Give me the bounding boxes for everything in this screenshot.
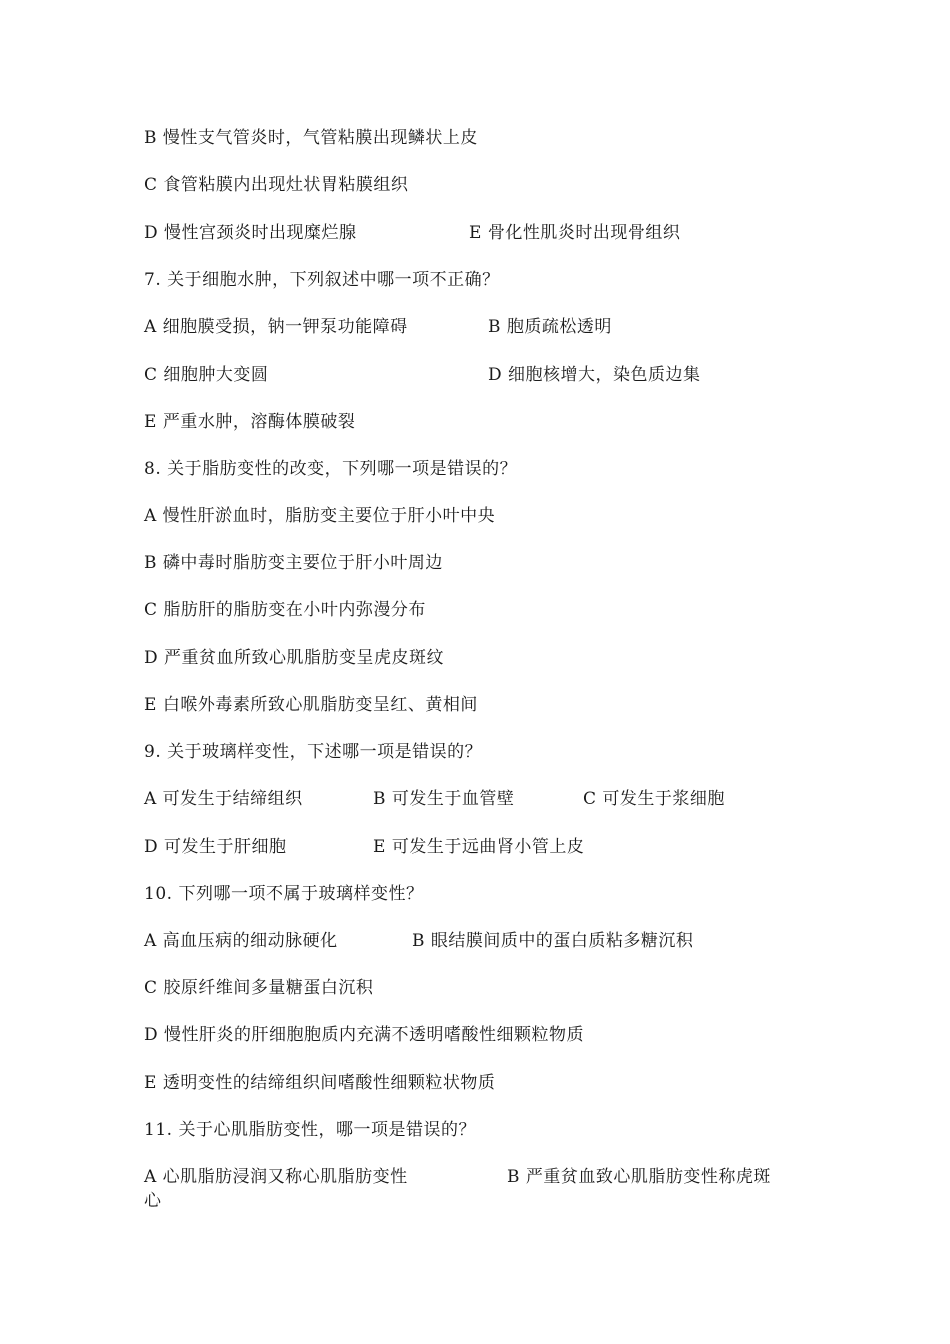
question-10: 10. 下列哪一项不属于玻璃样变性？	[144, 884, 424, 904]
question-9-option-e: E 可发生于远曲肾小管上皮	[373, 837, 585, 857]
question-11-option-b: B 严重贫血致心肌脂肪变性称虎斑	[507, 1167, 771, 1187]
question-8-option-d: D 严重贫血所致心肌脂肪变呈虎皮斑纹	[144, 648, 445, 668]
question-11: 11. 关于心肌脂肪变性，哪一项是错误的？	[144, 1120, 476, 1140]
question-9-option-b: B 可发生于血管壁	[373, 789, 515, 809]
question-7-option-d: D 细胞核增大，染色质边集	[488, 365, 701, 385]
question-9: 9. 关于玻璃样变性，下述哪一项是错误的？	[144, 742, 483, 762]
question-7-option-a: A 细胞膜受损，钠一钾泵功能障碍	[144, 317, 408, 337]
question-8-option-e: E 白喉外毒素所致心肌脂肪变呈红、黄相间	[144, 695, 478, 715]
question-8: 8. 关于脂肪变性的改变，下列哪一项是错误的？	[144, 459, 518, 479]
question-9-option-d: D 可发生于肝细胞	[144, 837, 287, 857]
question-10-option-b: B 眼结膜间质中的蛋白质粘多糖沉积	[412, 931, 694, 951]
option-e-myositis: E 骨化性肌炎时出现骨组织	[469, 223, 681, 243]
question-11-option-b-continuation: 心	[144, 1191, 162, 1211]
question-8-option-b: B 磷中毒时脂肪变主要位于肝小叶周边	[144, 553, 443, 573]
question-7-option-e: E 严重水肿，溶酶体膜破裂	[144, 412, 356, 432]
question-7-option-c: C 细胞肿大变圆	[144, 365, 269, 385]
question-8-option-a: A 慢性肝淤血时，脂肪变主要位于肝小叶中央	[144, 506, 496, 526]
question-7: 7. 关于细胞水肿，下列叙述中哪一项不正确？	[144, 270, 500, 290]
option-b-chronic-bronchitis: B 慢性支气管炎时，气管粘膜出现鳞状上皮	[144, 128, 478, 148]
question-7-option-b: B 胞质疏松透明	[488, 317, 612, 337]
question-11-option-a: A 心肌脂肪浸润又称心肌脂肪变性	[144, 1167, 408, 1187]
question-8-option-c: C 脂肪肝的脂肪变在小叶内弥漫分布	[144, 600, 426, 620]
question-9-option-c: C 可发生于浆细胞	[583, 789, 725, 809]
question-10-option-c: C 胶原纤维间多量糖蛋白沉积	[144, 978, 374, 998]
option-d-cervicitis: D 慢性宫颈炎时出现糜烂腺	[144, 223, 357, 243]
question-9-option-a: A 可发生于结缔组织	[144, 789, 303, 809]
question-10-option-e: E 透明变性的结缔组织间嗜酸性细颗粒状物质	[144, 1073, 496, 1093]
question-10-option-a: A 高血压病的细动脉硬化	[144, 931, 338, 951]
option-c-esophageal-mucosa: C 食管粘膜内出现灶状胃粘膜组织	[144, 175, 409, 195]
question-10-option-d: D 慢性肝炎的肝细胞胞质内充满不透明嗜酸性细颗粒物质	[144, 1025, 585, 1045]
